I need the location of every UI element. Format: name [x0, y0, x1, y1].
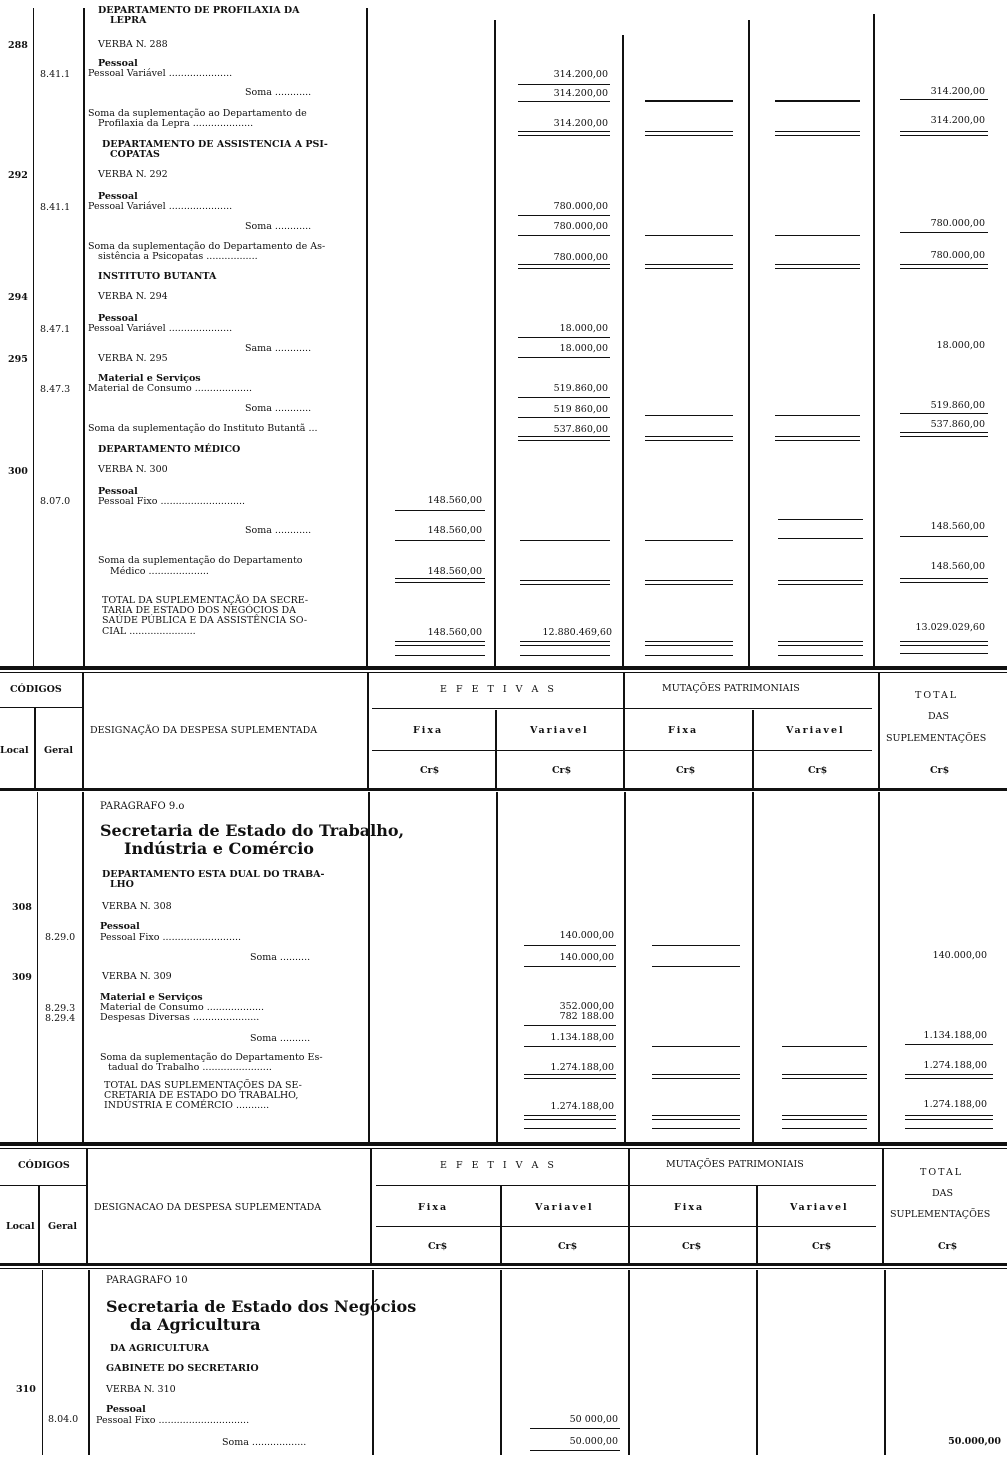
double-rule: [645, 580, 733, 585]
value-total: 13.029.029,60: [915, 622, 985, 633]
value-total: 1.274.188,00: [923, 1099, 987, 1110]
header-rule: [372, 708, 872, 709]
column-divider: [624, 792, 626, 1142]
header-currency: Cr$: [676, 765, 696, 776]
column-divider: [82, 792, 84, 1142]
double-rule: [900, 432, 988, 437]
header-top-rule: [0, 666, 1007, 670]
value-total: 314.200,00: [930, 86, 985, 97]
sum-rule: [524, 1046, 616, 1047]
sum-rule: [905, 1128, 993, 1129]
verba-label: VERBA N. 310: [106, 1384, 176, 1395]
soma-label: Soma ............: [245, 525, 312, 536]
value-variavel: 782 188.00: [559, 1011, 614, 1022]
header-currency: Cr$: [682, 1241, 702, 1252]
sum-rule: [900, 99, 988, 100]
sum-rule: [530, 1428, 620, 1429]
sum-rule: [518, 397, 610, 398]
value-fixa: 148.560,00: [427, 566, 482, 577]
category-label: Material e Serviços: [98, 373, 201, 384]
header-bottom-rule: [0, 1263, 1007, 1266]
section-title: Secretaria de Estado do Trabalho,: [100, 821, 405, 840]
value-variavel: 12.880.469,60: [542, 627, 612, 638]
column-divider: [748, 20, 750, 668]
soma-description: sistência a Psicopatas .................: [98, 251, 258, 262]
value-variavel: 314.200,00: [553, 69, 608, 80]
department-heading: GABINETE DO SECRETARIO: [106, 1363, 259, 1374]
department-heading: INSTITUTO BUTANTA: [98, 271, 217, 282]
double-rule: [905, 1115, 993, 1120]
header-designacao: DESIGNAÇÃO DA DESPESA SUPLEMENTADA: [90, 725, 318, 736]
value-fixa: 148.560,00: [427, 525, 482, 536]
value-variavel: 314.200,00: [553, 88, 608, 99]
general-code: 8.29.4: [45, 1013, 76, 1024]
soma-label: Soma ............: [245, 221, 312, 232]
sum-rule: [520, 540, 610, 541]
soma-label: Sama ............: [245, 343, 312, 354]
value-total: 519.860,00: [930, 400, 985, 411]
value-total: 148.560,00: [930, 561, 985, 572]
double-rule: [518, 436, 610, 441]
column-divider: [873, 14, 875, 668]
sum-rule: [395, 510, 485, 511]
general-code: 8.41.1: [40, 202, 71, 213]
double-rule: [782, 1115, 867, 1120]
value-variavel: 780.000,00: [553, 252, 608, 263]
header-divider: [367, 673, 369, 789]
expense-item: Pessoal Fixo ............................: [98, 496, 246, 507]
header-mutacoes: MUTAÇÕES PATRIMONIAIS: [662, 683, 800, 694]
double-rule: [652, 1074, 740, 1079]
total-description: CRETARIA DE ESTADO DO TRABALHO,: [104, 1090, 299, 1101]
header-fixa: Fixa: [418, 1202, 449, 1213]
value-variavel: 18.000,00: [559, 343, 608, 354]
sum-rule: [518, 357, 610, 358]
double-rule: [518, 131, 610, 136]
value-variavel: 1.274.188,00: [550, 1101, 614, 1112]
expense-item: Pessoal Variável .....................: [88, 201, 233, 212]
header-das: DAS: [932, 1188, 953, 1199]
header-divider: [34, 708, 36, 789]
sum-rule: [524, 1128, 616, 1129]
header-currency: Cr$: [552, 765, 572, 776]
header-top-rule: [0, 1148, 1007, 1149]
value-total: 140.000,00: [932, 950, 987, 961]
column-divider: [878, 792, 880, 1142]
rule: [775, 100, 860, 102]
value-variavel: 780.000,00: [553, 201, 608, 212]
header-fixa: Fixa: [674, 1202, 705, 1213]
double-rule: [900, 264, 988, 269]
general-code: 8.29.0: [45, 932, 76, 943]
local-code: 309: [12, 972, 32, 983]
sum-rule: [520, 655, 610, 656]
header-top-rule: [0, 1142, 1007, 1146]
section-title: Secretaria de Estado dos Negócios: [106, 1297, 417, 1316]
sum-rule: [900, 536, 988, 537]
header-total: TOTAL: [915, 690, 959, 701]
header-total: TOTAL: [920, 1167, 964, 1178]
header-variavel: Variavel: [535, 1202, 594, 1213]
column-divider: [368, 792, 370, 1142]
value-total: 1.274.188,00: [923, 1060, 987, 1071]
local-code: 288: [8, 40, 28, 51]
column-divider: [500, 1270, 502, 1455]
total-description: CIAL ......................: [102, 626, 196, 637]
verba-label: VERBA N. 308: [102, 901, 172, 912]
header-codigos: CÓDIGOS: [10, 684, 62, 695]
sum-rule: [395, 655, 485, 656]
soma-label: Soma ..........: [250, 952, 311, 963]
section-title: da Agricultura: [130, 1315, 261, 1334]
header-mutacoes: MUTAÇÕES PATRIMONIAIS: [666, 1159, 804, 1170]
sum-rule: [900, 232, 988, 233]
rule: [645, 100, 733, 102]
sum-rule: [775, 235, 860, 236]
double-rule: [775, 436, 860, 441]
header-currency: Cr$: [930, 765, 950, 776]
column-divider: [884, 1270, 886, 1455]
verba-label: VERBA N. 292: [98, 169, 168, 180]
total-description: INDÚSTRIA E COMÉRCIO ...........: [104, 1100, 270, 1111]
soma-label: Soma ..........: [250, 1033, 311, 1044]
header-rule: [0, 707, 82, 708]
sum-rule: [900, 413, 988, 414]
sum-rule: [905, 1044, 993, 1045]
department-heading: LHO: [110, 879, 134, 890]
column-divider: [33, 8, 34, 668]
header-divider: [38, 1186, 40, 1264]
paragraph-label: PARAGRAFO 10: [106, 1275, 188, 1286]
header-divider: [86, 1149, 88, 1264]
double-rule: [900, 131, 988, 136]
sum-rule: [518, 337, 610, 338]
double-rule: [645, 264, 733, 269]
sum-rule: [530, 1450, 620, 1451]
verba-label: VERBA N. 300: [98, 464, 168, 475]
category-label: Material e Serviços: [100, 992, 203, 1003]
double-rule: [645, 641, 733, 646]
verba-label: VERBA N. 294: [98, 291, 168, 302]
double-rule: [782, 1074, 867, 1079]
header-divider: [628, 1149, 630, 1264]
double-rule: [518, 264, 610, 269]
header-suplementacoes: SUPLEMENTAÇÕES: [886, 733, 987, 744]
soma-label: Soma ............: [245, 87, 312, 98]
department-heading: DA AGRICULTURA: [110, 1343, 210, 1354]
soma-description: Soma da suplementação do Instituto Butantã ...: [88, 423, 318, 434]
general-code: 8.47.3: [40, 384, 71, 395]
header-divider: [882, 1149, 884, 1264]
general-code: 8.29.3: [45, 1003, 76, 1014]
sum-rule: [645, 655, 733, 656]
header-geral: Geral: [48, 1221, 77, 1232]
value-total: 537.860,00: [930, 419, 985, 430]
expense-item: Material de Consumo ...................: [100, 1002, 265, 1013]
value-variavel: 50.000,00: [569, 1436, 618, 1447]
header-codigos: CÓDIGOS: [18, 1160, 70, 1171]
value-total: 1.134.188,00: [923, 1030, 987, 1041]
sum-rule: [782, 1046, 867, 1047]
double-rule: [905, 1074, 993, 1079]
double-rule: [520, 641, 610, 646]
expense-item: Pessoal Fixo ..............................: [96, 1415, 250, 1426]
sum-rule: [524, 966, 616, 967]
department-heading: DEPARTAMENTO DE PROFILAXIA DA: [98, 5, 300, 16]
column-divider: [752, 792, 754, 1142]
header-currency: Cr$: [812, 1241, 832, 1252]
value-variavel: 140.000,00: [559, 930, 614, 941]
paragraph-label: PARAGRAFO 9.o: [100, 801, 185, 812]
double-rule: [652, 1115, 740, 1120]
department-heading: DEPARTAMENTO ESTA DUAL DO TRABA-: [102, 869, 325, 880]
column-divider: [83, 8, 85, 668]
sum-rule: [524, 945, 616, 946]
header-variavel: Variavel: [790, 1202, 849, 1213]
header-fixa: Fixa: [668, 725, 699, 736]
soma-description: tadual do Trabalho .......................: [108, 1062, 272, 1073]
column-divider: [42, 1270, 43, 1455]
column-divider: [37, 792, 38, 1142]
sum-rule: [778, 538, 863, 539]
sum-rule: [518, 215, 610, 216]
column-divider: [494, 20, 496, 668]
soma-label: Soma ............: [245, 403, 312, 414]
double-rule: [900, 578, 988, 583]
sum-rule: [395, 540, 485, 541]
general-code: 8.47.1: [40, 324, 71, 335]
header-variavel: Variavel: [530, 725, 589, 736]
header-rule: [0, 1185, 86, 1186]
double-rule: [395, 641, 485, 646]
value-total: 18.000,00: [936, 340, 985, 351]
header-rule: [376, 1226, 876, 1227]
header-local: Local: [6, 1221, 35, 1232]
local-code: 300: [8, 466, 28, 477]
soma-description: Médico ....................: [110, 566, 209, 577]
column-divider: [628, 1270, 630, 1455]
double-rule: [778, 641, 863, 646]
category-label: Pessoal: [98, 313, 138, 324]
soma-description: Soma da suplementação do Departamento: [98, 555, 303, 566]
double-rule: [524, 1074, 616, 1079]
value-variavel: 140.000,00: [559, 952, 614, 963]
value-variavel: 1.134.188,00: [550, 1032, 614, 1043]
sum-rule: [652, 1128, 740, 1129]
value-total: 50.000,00: [948, 1436, 1001, 1447]
header-geral: Geral: [44, 745, 73, 756]
header-efetivas: E F E T I V A S: [440, 1160, 557, 1171]
value-variavel: 537.860,00: [553, 424, 608, 435]
header-bottom-rule: [0, 1268, 1007, 1269]
sum-rule: [524, 1025, 616, 1026]
column-divider: [622, 35, 624, 668]
expense-item: Pessoal Variável .....................: [88, 68, 233, 79]
value-total: 148.560,00: [930, 521, 985, 532]
department-heading: DEPARTAMENTO DE ASSISTENCIA A PSI-: [102, 139, 328, 150]
header-variavel: Variavel: [786, 725, 845, 736]
double-rule: [900, 641, 988, 646]
value-total: 780.000,00: [930, 218, 985, 229]
sum-rule: [645, 540, 733, 541]
total-description: TARIA DE ESTADO DOS NEGÓCIOS DA: [102, 605, 296, 616]
value-variavel: 352.000,00: [559, 1001, 614, 1012]
department-heading: COPATAS: [110, 149, 160, 160]
local-code: 295: [8, 354, 28, 365]
sum-rule: [900, 653, 988, 654]
double-rule: [778, 580, 863, 585]
verba-label: VERBA N. 288: [98, 39, 168, 50]
general-code: 8.07.0: [40, 496, 71, 507]
value-variavel: 50 000,00: [569, 1414, 618, 1425]
header-fixa: Fixa: [413, 725, 444, 736]
double-rule: [645, 131, 733, 136]
value-variavel: 314.200,00: [553, 118, 608, 129]
category-label: Pessoal: [100, 921, 140, 932]
department-heading: DEPARTAMENTO MÉDICO: [98, 444, 241, 455]
header-divider: [878, 673, 880, 789]
value-variavel: 1.274.188,00: [550, 1062, 614, 1073]
header-designacao: DESIGNACAO DA DESPESA SUPLEMENTADA: [94, 1202, 322, 1213]
double-rule: [395, 578, 485, 583]
section-title: Indústria e Comércio: [124, 839, 314, 858]
column-divider: [366, 8, 368, 668]
sum-rule: [518, 101, 610, 102]
soma-description: Profilaxia da Lepra ....................: [98, 118, 254, 129]
header-local: Local: [0, 745, 29, 756]
expense-item: Despesas Diversas ......................: [100, 1012, 260, 1023]
sum-rule: [778, 519, 863, 520]
local-code: 308: [12, 902, 32, 913]
column-divider: [496, 792, 498, 1142]
local-code: 292: [8, 170, 28, 181]
category-label: Pessoal: [98, 58, 138, 69]
value-variavel: 519.860,00: [553, 383, 608, 394]
verba-label: VERBA N. 309: [102, 971, 172, 982]
soma-description: Soma da suplementação ao Departamento de: [88, 108, 307, 119]
soma-description: Soma da suplementação do Departamento Es-: [100, 1052, 323, 1063]
header-divider: [82, 673, 84, 789]
sum-rule: [652, 945, 740, 946]
expense-item: Pessoal Variável .....................: [88, 323, 233, 334]
double-rule: [775, 131, 860, 136]
verba-label: VERBA N. 295: [98, 353, 168, 364]
department-heading: LEPRA: [110, 15, 147, 26]
sum-rule: [778, 655, 863, 656]
local-code: 310: [16, 1384, 36, 1395]
total-description: TOTAL DAS SUPLEMENTAÇÕES DA SE-: [104, 1080, 302, 1091]
header-rule: [372, 750, 872, 751]
sum-rule: [652, 966, 740, 967]
local-code: 294: [8, 292, 28, 303]
header-top-rule: [0, 672, 1007, 673]
value-total: 780.000,00: [930, 250, 985, 261]
sum-rule: [518, 417, 610, 418]
category-label: Pessoal: [98, 486, 138, 497]
header-currency: Cr$: [938, 1241, 958, 1252]
expense-item: Pessoal Fixo ..........................: [100, 932, 242, 943]
general-code: 8.04.0: [48, 1414, 79, 1425]
header-currency: Cr$: [420, 765, 440, 776]
header-rule: [376, 1185, 876, 1186]
header-divider: [500, 1186, 502, 1264]
header-divider: [756, 1186, 758, 1264]
soma-label: Soma ..................: [222, 1437, 307, 1448]
expense-item: Material de Consumo ...................: [88, 383, 253, 394]
header-divider: [370, 1149, 372, 1264]
double-rule: [524, 1115, 616, 1120]
value-fixa: 148.560,00: [427, 495, 482, 506]
header-currency: Cr$: [558, 1241, 578, 1252]
sum-rule: [652, 1046, 740, 1047]
header-divider: [623, 673, 625, 789]
header-suplementacoes: SUPLEMENTAÇÕES: [890, 1209, 991, 1220]
column-divider: [756, 1270, 758, 1455]
header-currency: Cr$: [808, 765, 828, 776]
sum-rule: [518, 235, 610, 236]
category-label: Pessoal: [106, 1404, 146, 1415]
category-label: Pessoal: [98, 191, 138, 202]
header-currency: Cr$: [428, 1241, 448, 1252]
header-das: DAS: [928, 711, 949, 722]
column-divider: [88, 1270, 90, 1455]
value-variavel: 780.000,00: [553, 221, 608, 232]
sum-rule: [782, 1128, 867, 1129]
sum-rule: [518, 84, 610, 85]
total-description: SAÚDE PÚBLICA E DA ASSISTÊNCIA SO-: [102, 615, 308, 626]
total-description: TOTAL DA SUPLEMENTAÇÃO DA SECRE-: [102, 595, 309, 606]
value-fixa: 148.560,00: [427, 627, 482, 638]
double-rule: [775, 264, 860, 269]
sum-rule: [645, 415, 733, 416]
general-code: 8.41.1: [40, 69, 71, 80]
sum-rule: [775, 415, 860, 416]
header-bottom-rule: [0, 788, 1007, 791]
header-efetivas: E F E T I V A S: [440, 684, 557, 695]
value-total: 314.200,00: [930, 115, 985, 126]
double-rule: [520, 580, 610, 585]
double-rule: [645, 436, 733, 441]
soma-description: Soma da suplementação do Departamento de As-: [88, 241, 326, 252]
value-variavel: 519 860,00: [553, 404, 608, 415]
sum-rule: [645, 235, 733, 236]
value-variavel: 18.000,00: [559, 323, 608, 334]
